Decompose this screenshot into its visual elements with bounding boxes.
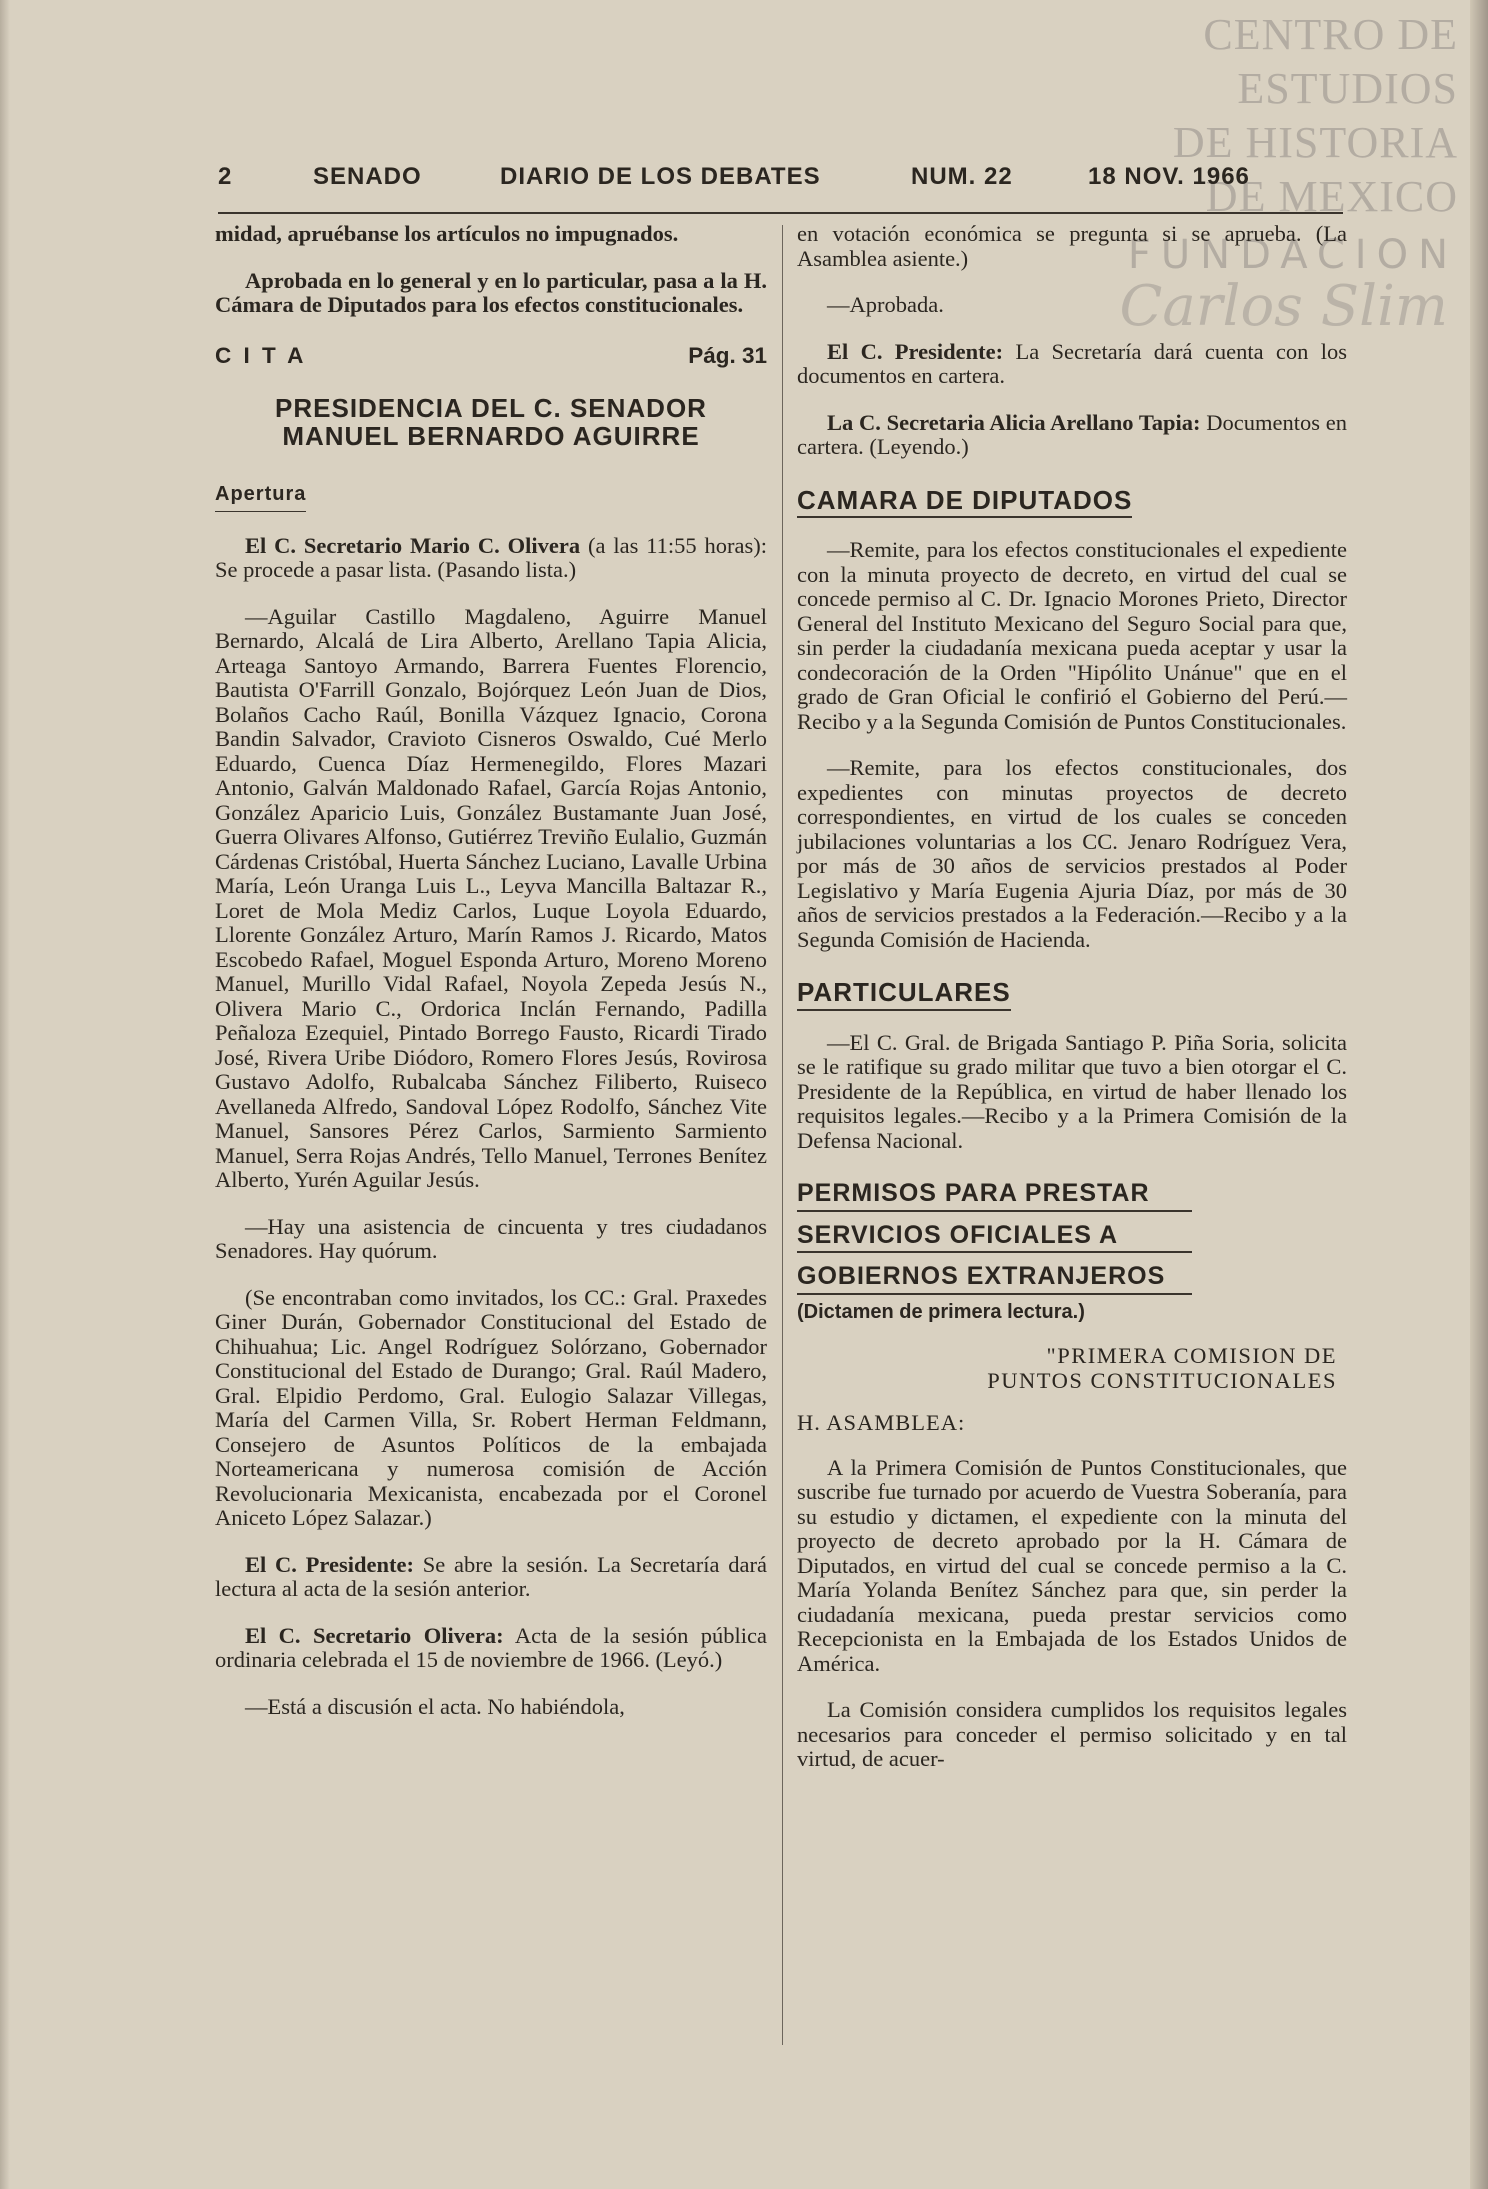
cita-line — [215, 344, 767, 369]
header-rule — [218, 212, 1343, 214]
secretaria-paragraph — [797, 411, 1347, 460]
dictamen-label: (Dictamen de primera lectura.) — [797, 1300, 1085, 1323]
watermark-line: DE MEXICO — [1205, 172, 1458, 221]
intro-text: midad, apruébanse los artículos no impugnados. — [215, 221, 679, 246]
pina-paragraph: —El C. Gral. de Brigada Santiago P. Piña Soria, solicita se le ratifique su grado militar que tuvo a bien otorgar el C. Presidente de la República, en virtud de haber llenado los requisitos legales.—Recibo y a la Primera Comisión de la Defensa Nacional. — [797, 1029, 1347, 1153]
comision-line: PUNTOS CONSTITUCIONALES — [987, 1367, 1337, 1393]
speaker-name: El C. Presidente: — [245, 1551, 414, 1577]
particulares-heading: PARTICULARES — [797, 980, 1011, 1011]
column-divider — [782, 225, 783, 2045]
comision-line: "PRIMERA COMISION DE — [1046, 1343, 1337, 1368]
presidente-paragraph — [797, 340, 1347, 389]
permisos-line: GOBIERNOS EXTRANJEROS — [797, 1258, 1192, 1295]
permisos-heading — [797, 1175, 1192, 1295]
speech-text: La Secretaría dará cuenta con los documentos en cartera. — [797, 338, 1347, 388]
chamber-name: SENADO — [313, 163, 422, 190]
page-header — [218, 163, 1348, 203]
speaker-name: La C. Secretaria Alicia Arellano Tapia: — [827, 409, 1201, 435]
remite-paragraph: —Remite, para los efectos constitucionales el expediente con la minuta proyecto de decreto, en virtud del cual se concede permiso al C. Dr. Ignacio Morones Prieto, Director General del Instituto Mexicano del Seguro Social para que, sin perder la ciudadanía mexicana pueda aceptar y usar la condecoración de la Orden "Hipólito Unánue" que en el grado de Gran Oficial le confirió el Gobierno del Perú.—Recibo y a la Segunda Comisión de Puntos Constitucionales. — [797, 537, 1347, 734]
olivera-paragraph — [215, 1624, 767, 1673]
page-edge-right — [1470, 0, 1488, 2189]
presidencia-heading — [215, 394, 767, 450]
presidencia-line: PRESIDENCIA DEL C. SENADOR — [275, 393, 707, 423]
votacion-text: en votación económica se pregunta si se aprueba. (La Asamblea asiente.) — [797, 221, 1347, 271]
permisos-line: SERVICIOS OFICIALES A — [797, 1217, 1192, 1254]
speaker-name: El C. Presidente: — [827, 338, 1004, 364]
apertura-heading: Apertura — [215, 482, 306, 512]
roll-call-list: —Aguilar Castillo Magdaleno, Aguirre Manuel Bernardo, Alcalá de Lira Alberto, Arellano Tapia Alicia, Arteaga Santoyo Armando, Barrera Fuentes Florencio, Bautista O'Farrill Gonzalo, Bojórquez León Juan de Dios, Bolaños Cacho Raúl, Bonilla Vázquez Ignacio, Corona Bandin Salvador, Cravioto Cisneros Oswaldo, Cué Merlo Eduardo, Cuenca Díaz Hermenegildo, Flores Mazari Antonio, Galván Maldonado Rafael, García Rojas Antonio, González Aparicio Luis, González Bustamante Juan José, Guerra Olivares Alfonso, Gutiérrez Treviño Eulalio, Guzmán Cárdenas Cristóbal, Huerta Sánchez Luciano, Lavalle Urbina María, León Uranga Luis L., Leyva Mancilla Baltazar R., Loret de Mola Mediz Carlos, Luque Loyola Eduardo, Llorente González Arturo, Marín Ramos J. Ricardo, Matos Escobedo Rafael, Moguel Esponda Arturo, Moreno Moreno Manuel, Murillo Vidal Rafael, Noyola Zepeda Jesús N., Olivera Mario C., Ordorica Inclán Fernando, Padilla Peñaloza Ezequiel, Pintado Borrego Fausto, Ricardi Tirado José, Rivera Uribe Diódoro, Romero Flores Jesús, Rovirosa Gustavo Adolfo, Rubalcaba Sánchez Filiberto, Ruiseco Avellaneda Alfredo, Sandoval López Rodolfo, Sánchez Vite Manuel, Sansores Pérez Carlos, Sarmiento Sarmiento Manuel, Serra Rojas Andrés, Tello Manuel, Terrones Benítez Alberto, Yurén Aguilar Jesús. — [215, 603, 767, 1192]
asamblea-salutation: H. ASAMBLEA: — [797, 1410, 966, 1435]
quorum-text: —Hay una asistencia de cincuenta y tres ciudadanos Senadores. Hay quórum. — [215, 1213, 767, 1263]
speech-text: Se abre la sesión. La Secretaría dará lectura al acta de la sesión anterior. — [215, 1551, 768, 1601]
cita-page: Pág. 31 — [688, 342, 767, 368]
page-number: 2 — [218, 163, 233, 190]
speech-text: (a las 11:55 horas): Se procede a pasar lista. (Pasando lista.) — [215, 532, 767, 582]
cita-label: C I T A — [215, 342, 307, 368]
issue-number: NUM. 22 — [911, 163, 1013, 190]
approved-text: Aprobada en lo general y en lo particular, pasa a la H. Cámara de Diputados para los efectos constitucionales. — [215, 267, 767, 317]
remite-paragraph: —Remite, para los efectos constitucionales, dos expedientes con minutas proyectos de decreto correspondientes, en virtud de los cuales se conceden jubilaciones voluntarias a los CC. Jenaro Rodríguez Vera, por más de 30 años de servicios prestados al Poder Legislativo y María Eugenia Ajuria Díaz, por más de 30 años de servicios prestados a la Federación.—Recibo y a la Segunda Comisión de Hacienda. — [797, 755, 1347, 952]
considera-paragraph: La Comisión considera cumplidos los requisitos legales necesarios para conceder el permiso solicitado y en tal virtud, de acuer- — [797, 1697, 1347, 1771]
invitados-text: (Se encontraban como invitados, los CC.: Gral. Praxedes Giner Durán, Gobernador Constitucional del Estado de Chihuahua; Lic. Angel Rodríguez Solórzano, Gobernador Constitucional del Estado de Durango; Gral. Raúl Madero, Gral. Elpidio Perdomo, Gral. Eulogio Salazar Villegas, María del Carmen Villa, Sr. Robert Herman Feldmann, Consejero de Asuntos Políticos de la embajada Norteamericana y numerosa comisión de Acción Revolucionaria Mexicanista, encabezada por el Coronel Aniceto López Salazar.) — [215, 1284, 767, 1530]
aprobada-text: —Aprobada. — [827, 292, 944, 317]
watermark-signature: Carlos Slim — [1119, 274, 1448, 339]
right-column — [797, 222, 1347, 1772]
comision-title — [797, 1344, 1347, 1393]
camara-heading: CAMARA DE DIPUTADOS — [797, 488, 1132, 519]
secretario-paragraph — [215, 534, 767, 583]
watermark-line: CENTRO DE — [1203, 10, 1458, 59]
presidente-paragraph — [215, 1553, 767, 1602]
speaker-name: El C. Secretario Olivera: — [245, 1622, 504, 1648]
speaker-name: El C. Secretario Mario C. Olivera — [245, 532, 581, 558]
watermark-foundation: FUNDACION — [1127, 232, 1458, 278]
left-column — [215, 222, 767, 1719]
permisos-line: PERMISOS PARA PRESTAR — [797, 1175, 1192, 1212]
publication-title: DIARIO DE LOS DEBATES — [500, 163, 821, 190]
speech-text: Acta de la sesión pública ordinaria celebrada el 15 de noviembre de 1966. (Leyó.) — [215, 1622, 767, 1672]
page-edge-left — [0, 0, 10, 2189]
speech-text: Documentos en cartera. (Leyendo.) — [797, 409, 1348, 459]
watermark-line: DE HISTORIA — [1172, 118, 1458, 167]
primera-comision-paragraph: A la Primera Comisión de Puntos Constitucionales, que suscribe fue turnado por acuerdo de Vuestra Soberanía, para su estudio y dictamen, el expediente con la minuta del proyecto de decreto aprobado por la H. Cámara de Diputados, en virtud del cual se concede permiso a la C. María Yolanda Benítez Sánchez para que, sin perder la ciudadanía mexicana, pueda prestar servicios como Recepcionista en la Embajada de los Estados Unidos de América. — [797, 1454, 1347, 1676]
discusion-text: —Está a discusión el acta. No habiéndola, — [245, 1693, 625, 1719]
issue-date: 18 NOV. 1966 — [1088, 163, 1250, 190]
watermark-line: ESTUDIOS — [1237, 64, 1458, 113]
presidencia-line: MANUEL BERNARDO AGUIRRE — [282, 421, 700, 451]
